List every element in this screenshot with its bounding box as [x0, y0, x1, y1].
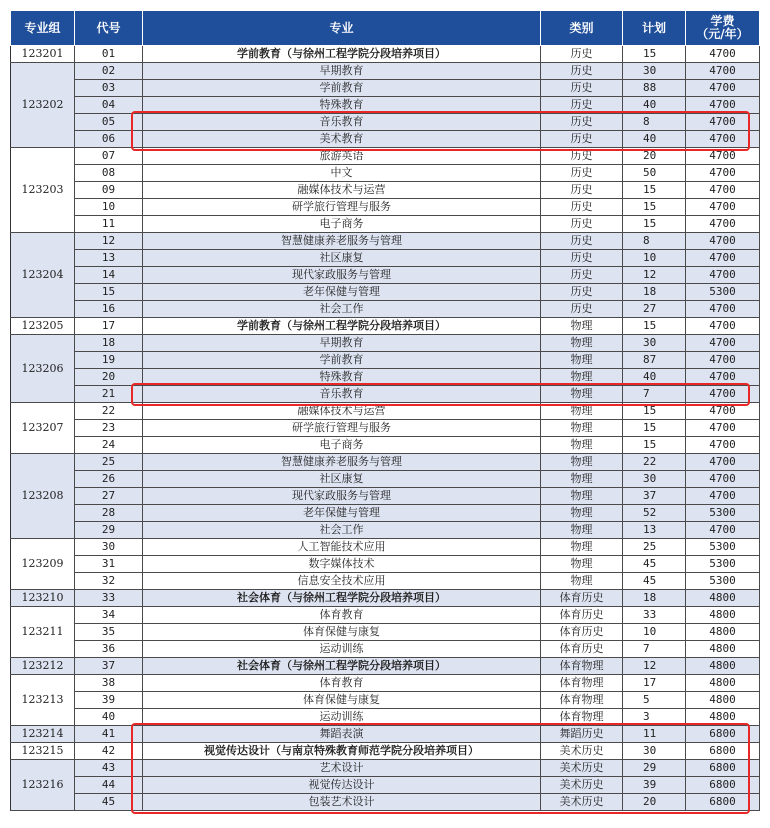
plan-cell: 22: [623, 454, 686, 471]
plan-cell: 12: [623, 267, 686, 284]
major-cell: 运动训练: [143, 641, 541, 658]
major-cell: 旅游英语: [143, 148, 541, 165]
category-cell: 美术历史: [541, 794, 623, 811]
code-cell: 01: [75, 46, 143, 63]
category-cell: 历史: [541, 250, 623, 267]
plan-cell: 15: [623, 437, 686, 454]
code-cell: 24: [75, 437, 143, 454]
code-cell: 39: [75, 692, 143, 709]
table-row: [11, 692, 760, 709]
code-cell: 21: [75, 386, 143, 403]
table-row: [11, 573, 760, 590]
plan-cell: 15: [623, 199, 686, 216]
code-cell: 02: [75, 63, 143, 80]
plan-cell: 33: [623, 607, 686, 624]
fee-cell: 4700: [686, 233, 760, 250]
table-row: [11, 165, 760, 182]
major-cell: 智慧健康养老服务与管理: [143, 233, 541, 250]
fee-cell: 4800: [686, 607, 760, 624]
table-row: [11, 97, 760, 114]
code-cell: 36: [75, 641, 143, 658]
category-cell: 体育物理: [541, 709, 623, 726]
fee-cell: 4800: [686, 641, 760, 658]
plan-cell: 15: [623, 403, 686, 420]
major-cell: 融媒体技术与运营: [143, 403, 541, 420]
category-cell: 历史: [541, 199, 623, 216]
table-row: [11, 556, 760, 573]
major-cell: 信息安全技术应用: [143, 573, 541, 590]
category-cell: 物理: [541, 488, 623, 505]
major-cell: 早期教育: [143, 63, 541, 80]
major-cell: 智慧健康养老服务与管理: [143, 454, 541, 471]
category-cell: 物理: [541, 352, 623, 369]
plan-cell: 40: [623, 369, 686, 386]
category-cell: 体育历史: [541, 590, 623, 607]
major-cell: 美术教育: [143, 131, 541, 148]
fee-cell: 4700: [686, 63, 760, 80]
plan-cell: 20: [623, 794, 686, 811]
group-id-cell: 123202: [11, 63, 75, 148]
table-row: [11, 471, 760, 488]
plan-cell: 39: [623, 777, 686, 794]
group-id-cell: 123205: [11, 318, 75, 335]
category-cell: 体育历史: [541, 624, 623, 641]
category-cell: 物理: [541, 471, 623, 488]
fee-cell: 4700: [686, 522, 760, 539]
plan-cell: 10: [623, 250, 686, 267]
category-cell: 美术历史: [541, 743, 623, 760]
code-cell: 33: [75, 590, 143, 607]
code-cell: 40: [75, 709, 143, 726]
code-cell: 14: [75, 267, 143, 284]
code-cell: 25: [75, 454, 143, 471]
code-cell: 37: [75, 658, 143, 675]
code-cell: 32: [75, 573, 143, 590]
category-cell: 历史: [541, 301, 623, 318]
plan-cell: 3: [623, 709, 686, 726]
plan-cell: 50: [623, 165, 686, 182]
category-cell: 历史: [541, 267, 623, 284]
major-cell: 音乐教育: [143, 114, 541, 131]
plan-cell: 40: [623, 131, 686, 148]
major-cell: 社会体育（与徐州工程学院分段培养项目）: [143, 590, 541, 607]
code-cell: 15: [75, 284, 143, 301]
table-row: [11, 658, 760, 675]
table-row: [11, 301, 760, 318]
code-cell: 08: [75, 165, 143, 182]
code-cell: 27: [75, 488, 143, 505]
code-cell: 38: [75, 675, 143, 692]
category-cell: 历史: [541, 80, 623, 97]
plan-cell: 88: [623, 80, 686, 97]
group-id-cell: 123209: [11, 539, 75, 590]
header-category: 类别: [541, 11, 623, 46]
fee-cell: 4800: [686, 692, 760, 709]
group-id-cell: 123211: [11, 607, 75, 658]
major-cell: 社区康复: [143, 250, 541, 267]
header-group: 专业组: [11, 11, 75, 46]
header-plan: 计划: [623, 11, 686, 46]
category-cell: 物理: [541, 369, 623, 386]
major-cell: 人工智能技术应用: [143, 539, 541, 556]
plan-cell: 29: [623, 760, 686, 777]
table-row: [11, 352, 760, 369]
category-cell: 物理: [541, 437, 623, 454]
category-cell: 舞蹈历史: [541, 726, 623, 743]
fee-cell: 5300: [686, 505, 760, 522]
header-fee: [686, 11, 760, 46]
fee-cell: 4700: [686, 97, 760, 114]
plan-cell: 30: [623, 335, 686, 352]
fee-cell: 4700: [686, 148, 760, 165]
table-row: [11, 335, 760, 352]
major-cell: 社会体育（与徐州工程学院分段培养项目）: [143, 658, 541, 675]
fee-cell: 6800: [686, 777, 760, 794]
fee-cell: 4700: [686, 182, 760, 199]
fee-cell: 4800: [686, 590, 760, 607]
header-code: 代号: [75, 11, 143, 46]
admission-plan-table: [10, 10, 760, 811]
table-row: [11, 505, 760, 522]
plan-cell: 7: [623, 641, 686, 658]
table-row: [11, 675, 760, 692]
fee-cell: 4700: [686, 386, 760, 403]
table-row: [11, 760, 760, 777]
group-id-cell: 123210: [11, 590, 75, 607]
fee-cell: 5300: [686, 573, 760, 590]
group-id-cell: 123201: [11, 46, 75, 63]
group-id-cell: 123207: [11, 403, 75, 454]
code-cell: 19: [75, 352, 143, 369]
code-cell: 09: [75, 182, 143, 199]
code-cell: 03: [75, 80, 143, 97]
fee-cell: 4700: [686, 114, 760, 131]
table-row: [11, 216, 760, 233]
category-cell: 历史: [541, 148, 623, 165]
plan-cell: 45: [623, 556, 686, 573]
plan-cell: 8: [623, 114, 686, 131]
major-cell: 社会工作: [143, 301, 541, 318]
category-cell: 物理: [541, 335, 623, 352]
table-row: [11, 403, 760, 420]
major-cell: 舞蹈表演: [143, 726, 541, 743]
major-cell: 体育保健与康复: [143, 624, 541, 641]
major-cell: 特殊教育: [143, 369, 541, 386]
table-row: [11, 420, 760, 437]
plan-cell: 27: [623, 301, 686, 318]
table-row: [11, 488, 760, 505]
plan-cell: 30: [623, 743, 686, 760]
plan-cell: 25: [623, 539, 686, 556]
code-cell: 22: [75, 403, 143, 420]
code-cell: 18: [75, 335, 143, 352]
code-cell: 13: [75, 250, 143, 267]
major-cell: 老年保健与管理: [143, 505, 541, 522]
major-cell: 学前教育（与徐州工程学院分段培养项目）: [143, 46, 541, 63]
plan-cell: 52: [623, 505, 686, 522]
code-cell: 16: [75, 301, 143, 318]
code-cell: 10: [75, 199, 143, 216]
plan-cell: 87: [623, 352, 686, 369]
code-cell: 17: [75, 318, 143, 335]
major-cell: 体育教育: [143, 675, 541, 692]
fee-cell: 4700: [686, 352, 760, 369]
code-cell: 07: [75, 148, 143, 165]
fee-cell: 4800: [686, 624, 760, 641]
plan-cell: 45: [623, 573, 686, 590]
plan-cell: 30: [623, 471, 686, 488]
major-cell: 社区康复: [143, 471, 541, 488]
table-row: [11, 233, 760, 250]
major-cell: 艺术设计: [143, 760, 541, 777]
code-cell: 04: [75, 97, 143, 114]
major-cell: 学前教育（与徐州工程学院分段培养项目）: [143, 318, 541, 335]
table-row: [11, 437, 760, 454]
header-major: 专业: [143, 11, 541, 46]
fee-cell: 4700: [686, 318, 760, 335]
plan-cell: 10: [623, 624, 686, 641]
category-cell: 物理: [541, 539, 623, 556]
category-cell: 物理: [541, 403, 623, 420]
table-row: [11, 386, 760, 403]
fee-cell: 4700: [686, 335, 760, 352]
table-body: [11, 46, 760, 811]
table-row: [11, 114, 760, 131]
code-cell: 11: [75, 216, 143, 233]
code-cell: 29: [75, 522, 143, 539]
code-cell: 20: [75, 369, 143, 386]
major-cell: 体育保健与康复: [143, 692, 541, 709]
code-cell: 45: [75, 794, 143, 811]
plan-cell: 8: [623, 233, 686, 250]
category-cell: 历史: [541, 63, 623, 80]
table-row: [11, 743, 760, 760]
group-id-cell: 123216: [11, 760, 75, 811]
table-row: [11, 590, 760, 607]
table-row: [11, 641, 760, 658]
group-id-cell: 123213: [11, 675, 75, 726]
table-row: [11, 539, 760, 556]
category-cell: 历史: [541, 97, 623, 114]
major-cell: 视觉传达设计: [143, 777, 541, 794]
fee-cell: 6800: [686, 760, 760, 777]
category-cell: 体育物理: [541, 658, 623, 675]
fee-cell: 4700: [686, 420, 760, 437]
category-cell: 历史: [541, 216, 623, 233]
fee-cell: 4700: [686, 454, 760, 471]
category-cell: 历史: [541, 46, 623, 63]
category-cell: 历史: [541, 182, 623, 199]
group-id-cell: 123208: [11, 454, 75, 539]
fee-cell: 4700: [686, 267, 760, 284]
plan-cell: 18: [623, 590, 686, 607]
plan-cell: 11: [623, 726, 686, 743]
table-row: [11, 369, 760, 386]
table-row: [11, 709, 760, 726]
header-fee-line1: 学费: [710, 14, 735, 28]
table-row: [11, 80, 760, 97]
fee-cell: 4800: [686, 675, 760, 692]
fee-cell: 6800: [686, 743, 760, 760]
table-row: [11, 624, 760, 641]
fee-cell: 6800: [686, 726, 760, 743]
code-cell: 23: [75, 420, 143, 437]
category-cell: 物理: [541, 454, 623, 471]
fee-cell: 6800: [686, 794, 760, 811]
group-id-cell: 123212: [11, 658, 75, 675]
table-row: [11, 284, 760, 301]
plan-cell: 15: [623, 318, 686, 335]
major-cell: 学前教育: [143, 352, 541, 369]
category-cell: 历史: [541, 233, 623, 250]
major-cell: 社会工作: [143, 522, 541, 539]
category-cell: 历史: [541, 131, 623, 148]
plan-cell: 17: [623, 675, 686, 692]
major-cell: 体育教育: [143, 607, 541, 624]
table-row: [11, 250, 760, 267]
major-cell: 数字媒体技术: [143, 556, 541, 573]
plan-cell: 18: [623, 284, 686, 301]
code-cell: 41: [75, 726, 143, 743]
category-cell: 物理: [541, 318, 623, 335]
fee-cell: 4700: [686, 403, 760, 420]
group-id-cell: 123215: [11, 743, 75, 760]
table-row: [11, 794, 760, 811]
major-cell: 音乐教育: [143, 386, 541, 403]
table-row: [11, 182, 760, 199]
fee-cell: 4700: [686, 46, 760, 63]
table-row: [11, 46, 760, 63]
category-cell: 物理: [541, 522, 623, 539]
code-cell: 44: [75, 777, 143, 794]
code-cell: 42: [75, 743, 143, 760]
fee-cell: 5300: [686, 556, 760, 573]
table-row: [11, 607, 760, 624]
group-id-cell: 123206: [11, 335, 75, 403]
code-cell: 30: [75, 539, 143, 556]
fee-cell: 4700: [686, 216, 760, 233]
plan-cell: 15: [623, 420, 686, 437]
code-cell: 28: [75, 505, 143, 522]
plan-cell: 12: [623, 658, 686, 675]
fee-cell: 4700: [686, 250, 760, 267]
table-row: [11, 454, 760, 471]
major-cell: 研学旅行管理与服务: [143, 199, 541, 216]
table-row: [11, 522, 760, 539]
fee-cell: 4800: [686, 658, 760, 675]
category-cell: 历史: [541, 165, 623, 182]
header-fee-line2: （元/年）: [696, 27, 749, 41]
fee-cell: 4700: [686, 437, 760, 454]
group-id-cell: 123203: [11, 148, 75, 233]
category-cell: 体育历史: [541, 607, 623, 624]
category-cell: 物理: [541, 573, 623, 590]
plan-cell: 15: [623, 46, 686, 63]
major-cell: 老年保健与管理: [143, 284, 541, 301]
plan-cell: 40: [623, 97, 686, 114]
plan-cell: 30: [623, 63, 686, 80]
fee-cell: 4700: [686, 80, 760, 97]
fee-cell: 4700: [686, 471, 760, 488]
category-cell: 物理: [541, 556, 623, 573]
fee-cell: 4700: [686, 165, 760, 182]
category-cell: 物理: [541, 505, 623, 522]
group-id-cell: 123214: [11, 726, 75, 743]
major-cell: 现代家政服务与管理: [143, 267, 541, 284]
category-cell: 体育历史: [541, 641, 623, 658]
plan-cell: 13: [623, 522, 686, 539]
table-header-row: [11, 11, 760, 46]
category-cell: 物理: [541, 420, 623, 437]
code-cell: 26: [75, 471, 143, 488]
category-cell: 历史: [541, 284, 623, 301]
major-cell: 视觉传达设计（与南京特殊教育师范学院分段培养项目）: [143, 743, 541, 760]
plan-cell: 15: [623, 216, 686, 233]
group-id-cell: 123204: [11, 233, 75, 318]
plan-cell: 20: [623, 148, 686, 165]
table-row: [11, 199, 760, 216]
fee-cell: 5300: [686, 284, 760, 301]
major-cell: 特殊教育: [143, 97, 541, 114]
table-row: [11, 267, 760, 284]
category-cell: 物理: [541, 386, 623, 403]
major-cell: 运动训练: [143, 709, 541, 726]
table-row: [11, 63, 760, 80]
category-cell: 体育物理: [541, 692, 623, 709]
table-row: [11, 148, 760, 165]
table-row: [11, 777, 760, 794]
major-cell: 现代家政服务与管理: [143, 488, 541, 505]
plan-cell: 7: [623, 386, 686, 403]
code-cell: 06: [75, 131, 143, 148]
major-cell: 中文: [143, 165, 541, 182]
major-cell: 早期教育: [143, 335, 541, 352]
table-row: [11, 318, 760, 335]
code-cell: 43: [75, 760, 143, 777]
fee-cell: 4700: [686, 131, 760, 148]
fee-cell: 5300: [686, 539, 760, 556]
table-row: [11, 726, 760, 743]
table-row: [11, 131, 760, 148]
code-cell: 12: [75, 233, 143, 250]
code-cell: 05: [75, 114, 143, 131]
major-cell: 研学旅行管理与服务: [143, 420, 541, 437]
code-cell: 35: [75, 624, 143, 641]
fee-cell: 4700: [686, 301, 760, 318]
plan-cell: 15: [623, 182, 686, 199]
code-cell: 34: [75, 607, 143, 624]
major-cell: 融媒体技术与运营: [143, 182, 541, 199]
category-cell: 美术历史: [541, 777, 623, 794]
plan-cell: 37: [623, 488, 686, 505]
plan-cell: 5: [623, 692, 686, 709]
category-cell: 美术历史: [541, 760, 623, 777]
major-cell: 学前教育: [143, 80, 541, 97]
fee-cell: 4700: [686, 199, 760, 216]
category-cell: 历史: [541, 114, 623, 131]
fee-cell: 4700: [686, 488, 760, 505]
major-cell: 电子商务: [143, 216, 541, 233]
major-cell: 包装艺术设计: [143, 794, 541, 811]
fee-cell: 4800: [686, 709, 760, 726]
fee-cell: 4700: [686, 369, 760, 386]
admission-plan-table-wrapper: [10, 10, 759, 811]
major-cell: 电子商务: [143, 437, 541, 454]
category-cell: 体育物理: [541, 675, 623, 692]
code-cell: 31: [75, 556, 143, 573]
